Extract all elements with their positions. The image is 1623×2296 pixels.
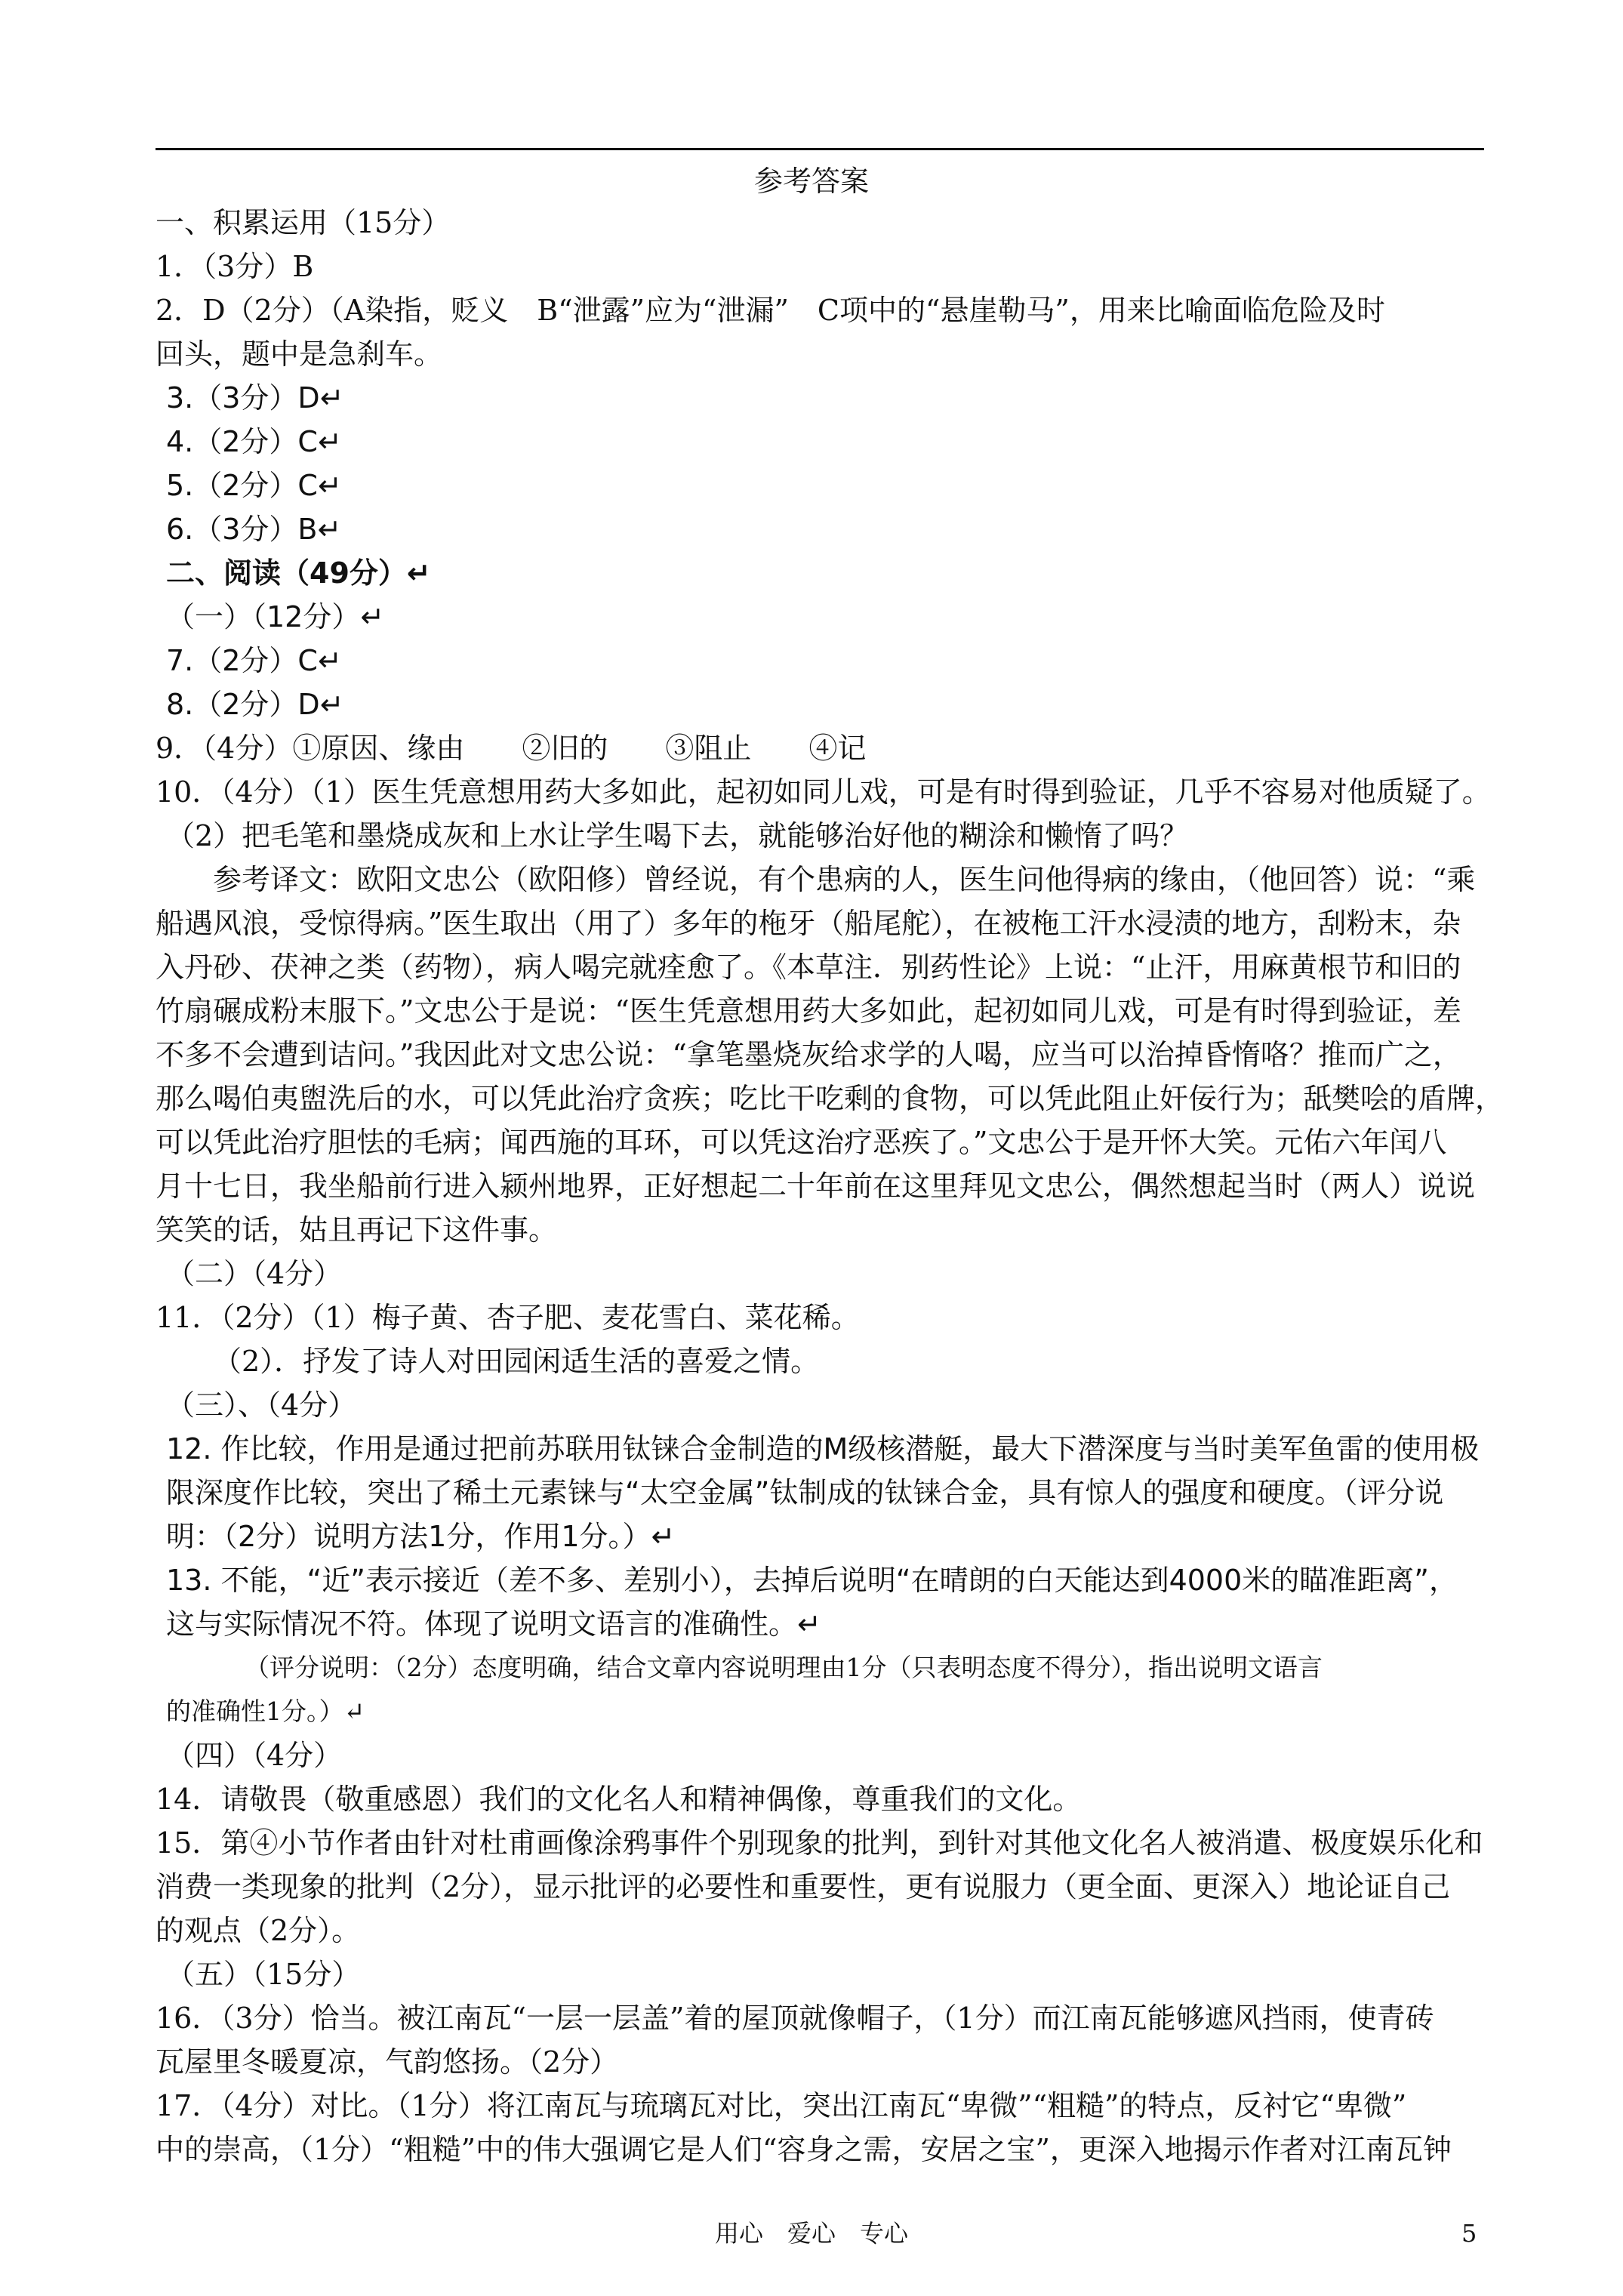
subsection-heading: （三）、（4分） [166,1388,357,1422]
answer-line: 明：（2分）说明方法1分，作用1分。）↵ [166,1520,676,1553]
subsection-heading: （二）（4分） [166,1257,343,1290]
answer-line: 1．（3分）B [156,250,314,283]
answer-line: 12. 作比较，作用是通过把前苏联用钛铼合金制造的M级核潜艇，最大下潜深度与当时美军鱼雷的使用极 [166,1432,1480,1465]
answer-line: 回头，题中是急刹车。 [156,337,443,371]
answer-line: 7.（2分）C↵ [166,644,342,677]
answer-line: 消费一类现象的批判（2分），显示批评的必要性和重要性，更有说服力（更全面、更深入）地论证自己 [156,1870,1451,1903]
answer-line: 6.（3分）B↵ [166,513,342,546]
answer-line: 这与实际情况不符。体现了说明文语言的准确性。↵ [166,1607,821,1641]
translation-line: 船遇风浪，受惊得病。”医生取出（用了）多年的柂牙（船尾舵），在被柂工汗水浸渍的地方，刮粉末，杂 [156,907,1461,940]
translation-line: 不多不会遭到诘问。”我因此对文忠公说：“拿笔墨烧灰给求学的人喝，应当可以治掉昏惰咯？推而广之， [156,1038,1461,1071]
section-heading: 一、积累运用（15分） [156,206,451,239]
translation-line: 可以凭此治疗胆怯的毛病；闻西施的耳环，可以凭这治疗恶疾了。”文忠公于是开怀大笑。元佑六年闰八 [156,1126,1447,1159]
answer-line: 11．（2分）（1）梅子黄、杏子肥、麦花雪白、菜花稀。 [156,1301,860,1334]
answer-line: （2）．抒发了诗人对田园闲适生活的喜爱之情。 [213,1345,820,1378]
translation-line: 入丹砂、茯神之类（药物），病人喝完就痊愈了。《本草注．别药性论》上说：“止汗，用麻黄根节和旧的 [156,951,1461,984]
answer-line: 8.（2分）D↵ [166,688,344,721]
translation-line: 参考译文：欧阳文忠公（欧阳修）曾经说，有个患病的人，医生问他得病的缘由，（他回答）说：“乘 [213,863,1476,896]
answer-line: 17．（4分）对比。（1分）将江南瓦与琉璃瓦对比，突出江南瓦“卑微”“粗糙”的特点，反衬它“卑微” [156,2089,1407,2122]
page-title: 参考答案 [753,165,869,198]
translation-line: 那么喝伯夷盥洗后的水，可以凭此治疗贪疾；吃比干吃剩的食物，可以凭此阻止奸佞行为；舐樊哙的盾牌， [156,1082,1504,1115]
answer-line: 16．（3分）恰当。被江南瓦“一层一层盖”着的屋顶就像帽子，（1分）而江南瓦能够遮风挡雨，使青砖 [156,2002,1434,2035]
scoring-note: 的准确性1分。）↵ [166,1697,365,1726]
subsection-heading: （四）（4分） [166,1739,343,1772]
page-number: 5 [1461,2219,1477,2248]
answer-line: 13. 不能，“近”表示接近（差不多、差别小），去掉后说明“在晴朗的白天能达到4000米的瞄准距离”， [166,1564,1458,1597]
header-rule [156,148,1484,150]
subsection-heading: （一）（12分）↵ [166,600,385,633]
answer-line: 9．（4分）①原因、缘由 ②旧的 ③阻止 ④记 [156,732,867,765]
answer-line: 3.（3分）D↵ [166,381,344,415]
answer-line: 限深度作比较，突出了稀土元素铼与“太空金属”钛制成的钛铼合金，具有惊人的强度和硬度。（评分说 [166,1476,1444,1509]
answer-line: 10．（4分）（1）医生凭意想用药大多如此，起初如同儿戏，可是有时得到验证，几乎不容易对他质疑了。 [156,775,1491,809]
subsection-heading: （五）（15分） [166,1958,361,1991]
answer-line: 瓦屋里冬暖夏凉，气韵悠扬。（2分） [156,2045,619,2079]
footer-motto: 用心 爱心 专心 [714,2219,908,2248]
answer-body [156,201,1504,2171]
answer-line: 15．第④小节作者由针对杜甫画像涂鸦事件个别现象的批判，到针对其他文化名人被消遣、极度娱乐化和 [156,1826,1483,1860]
answer-line: 中的崇高，（1分）“粗糙”中的伟大强调它是人们“容身之需，安居之宝”，更深入地揭示作者对江南瓦钟 [156,2133,1452,2166]
answer-line: 的观点（2分）。 [156,1914,361,1947]
section-heading: 二、阅读（49分）↵ [166,556,431,590]
answer-line: 14．请敬畏（敬重感恩）我们的文化名人和精神偶像，尊重我们的文化。 [156,1783,1082,1816]
answer-line: 4.（2分）C↵ [166,425,342,458]
translation-line: 笑笑的话，姑且再记下这件事。 [156,1213,558,1247]
scoring-note: （评分说明：（2分）态度明确，结合文章内容说明理由1分（只表明态度不得分），指出说明文语言 [245,1653,1323,1682]
translation-line: 竹扇碾成粉末服下。”文忠公于是说：“医生凭意想用药大多如此，起初如同儿戏，可是有时得到验证，差 [156,994,1461,1028]
answer-line: 2．D（2分）（A染指，贬义 B“泄露”应为“泄漏” C项中的“悬崖勒马”，用来比喻面临危险及时 [156,294,1385,327]
answer-line: 5.（2分）C↵ [166,469,342,502]
translation-line: 月十七日，我坐船前行进入颍州地界，正好想起二十年前在这里拜见文忠公，偶然想起当时（两人）说说 [156,1170,1476,1203]
answer-line: （2）把毛笔和墨烧成灰和上水让学生喝下去，就能够治好他的糊涂和懒惰了吗？ [166,819,1189,852]
